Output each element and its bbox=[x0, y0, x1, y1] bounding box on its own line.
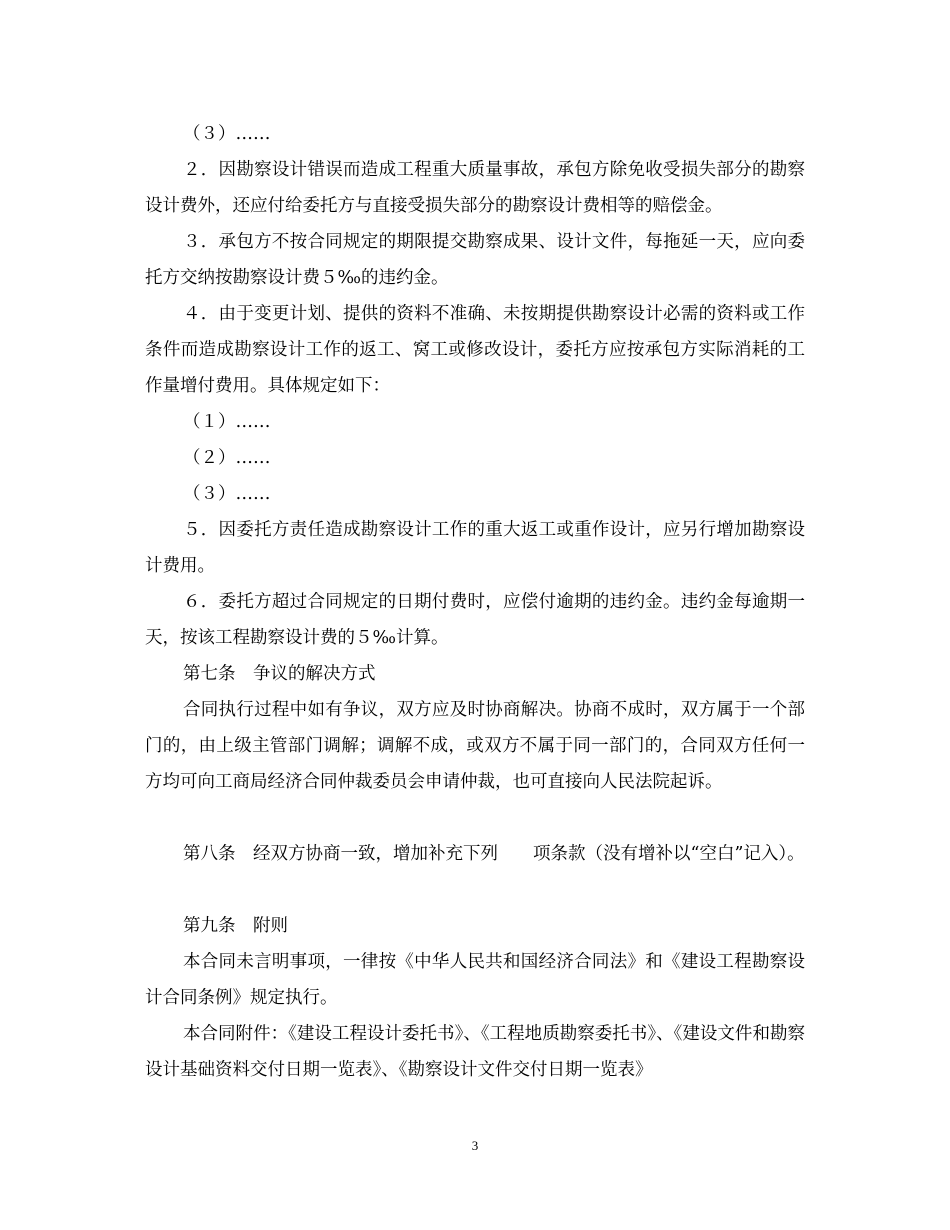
article-7-body: 合同执行过程中如有争议，双方应及时协商解决。协商不成时，双方属于一个部门的，由上级主管部门调解；调解不成，或双方不属于同一部门的，合同双方任何一方均可向工商局经济合同仲裁委员会申请仲裁，也可直接向人民法院起诉。 bbox=[145, 700, 805, 792]
paragraph-clause-3: ３．承包方不按合同规定的期限提交勘察成果、设计文件，每拖延一天，应向委托方交纳按勘察设计费５‰的违约金。 bbox=[145, 232, 805, 288]
article-7-heading: 第七条 争议的解决方式 bbox=[183, 664, 376, 684]
paragraph-subitem-1: （１）…… bbox=[183, 412, 271, 432]
paragraph-subitem-2: （２）…… bbox=[183, 448, 271, 468]
paragraph-clause-4: ４．由于变更计划、提供的资料不准确、未按期提供勘察设计必需的资料或工作条件而造成勘察设计工作的返工、窝工或修改设计，委托方应按承包方实际消耗的工作量增付费用。具体规定如下： bbox=[145, 304, 805, 396]
paragraph-clause-6: ６．委托方超过合同规定的日期付费时，应偿付逾期的违约金。违约金每逾期一天，按该工程勘察设计费的５‰计算。 bbox=[145, 592, 805, 648]
article-8-body: 第八条 经双方协商一致，增加补充下列 项条款（没有增补以“空白”记入）。 bbox=[183, 844, 805, 864]
paragraph-item-3: （３）…… bbox=[183, 124, 271, 144]
paragraph-clause-5: ５．因委托方责任造成勘察设计工作的重大返工或重作设计，应另行增加勘察设计费用。 bbox=[145, 520, 805, 576]
article-9-heading: 第九条 附则 bbox=[183, 916, 288, 936]
article-9-body: 本合同未言明事项，一律按《中华人民共和国经济合同法》和《建设工程勘察设计合同条例》规定执行。 bbox=[145, 952, 805, 1008]
paragraph-subitem-3: （３）…… bbox=[183, 484, 271, 504]
page-number: 3 bbox=[471, 1138, 479, 1153]
paragraph-clause-2: ２．因勘察设计错误而造成工程重大质量事故，承包方除免收受损失部分的勘察设计费外，还应付给委托方与直接受损失部分的勘察设计费相等的赔偿金。 bbox=[145, 160, 805, 216]
attachments-paragraph: 本合同附件：《建设工程设计委托书》、《工程地质勘察委托书》、《建设文件和勘察设计基础资料交付日期一览表》、《勘察设计文件交付日期一览表》 bbox=[145, 1024, 805, 1080]
